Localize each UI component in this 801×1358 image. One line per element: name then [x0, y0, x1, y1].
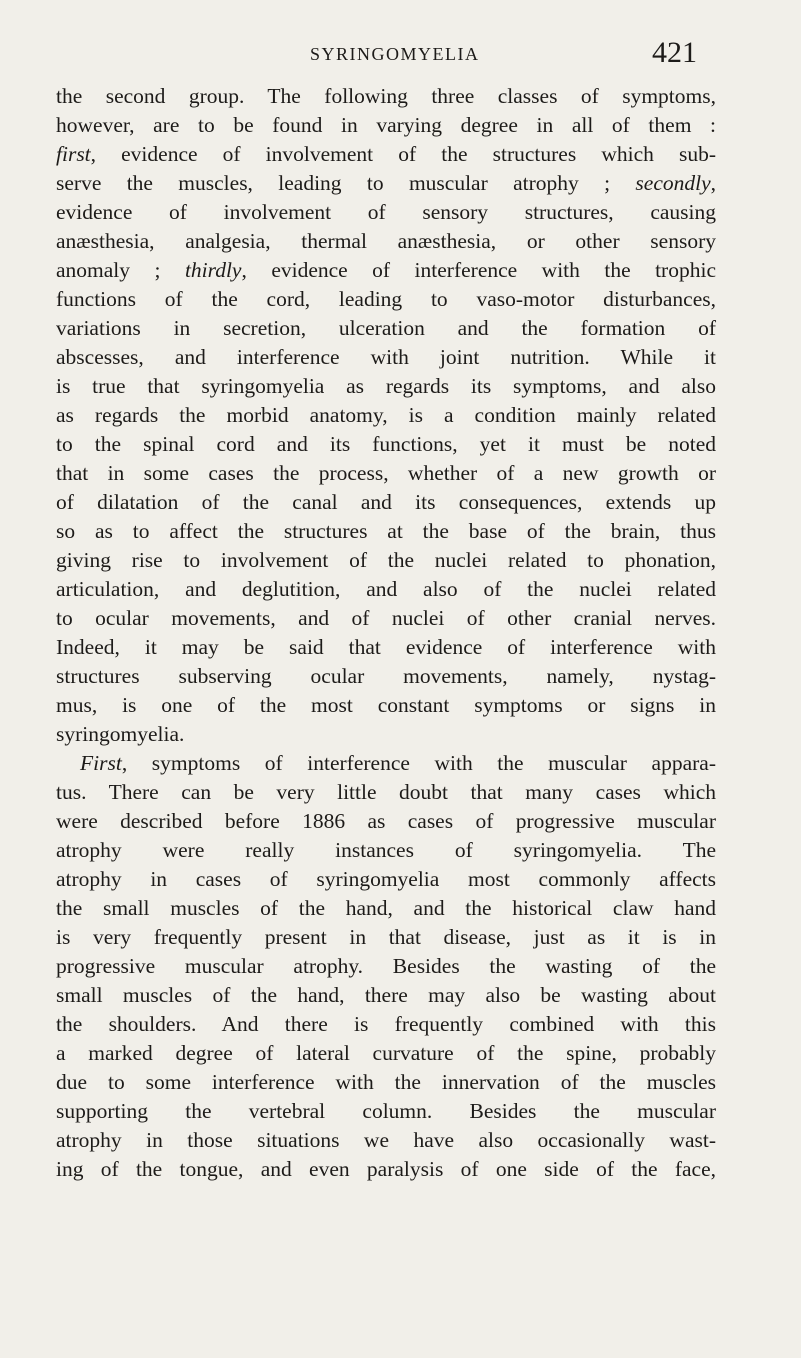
text-line: mus, is one of the most constant symptoms or signs in	[56, 693, 716, 717]
text-line: to ocular movements, and of nuclei of other cranial nerves.	[56, 606, 716, 630]
paragraph	[56, 82, 716, 749]
text-line: progressive muscular atrophy. Besides the wasting of the	[56, 954, 716, 978]
text-line: is true that syringomyelia as regards its symptoms, and also	[56, 374, 716, 398]
text-line: structures subserving ocular movements, namely, nystag-	[56, 664, 716, 688]
text-line: atrophy in those situations we have also occasionally wast-	[56, 1128, 716, 1152]
text-line: ing of the tongue, and even paralysis of one side of the face,	[56, 1157, 716, 1181]
text-line: first, evidence of involvement of the structures which sub-	[56, 142, 716, 166]
text-line: atrophy were really instances of syringomyelia. The	[56, 838, 716, 862]
italic-word: secondly	[635, 171, 711, 195]
text-line: atrophy in cases of syringomyelia most commonly affects	[56, 867, 716, 891]
italic-word: thirdly	[184, 258, 242, 282]
text-line: syringomyelia.	[56, 722, 185, 746]
text-line: however, are to be found in varying degree in all of them :	[56, 113, 716, 137]
text-line: a marked degree of lateral curvature of the spine, probably	[56, 1041, 716, 1065]
text-line: the second group. The following three classes of symptoms,	[56, 84, 716, 108]
text-line: supporting the vertebral column. Besides the muscular	[56, 1099, 716, 1123]
text-line: giving rise to involvement of the nuclei related to phonation,	[56, 548, 716, 572]
text-line: the small muscles of the hand, and the historical claw hand	[56, 896, 716, 920]
page-number: 421	[652, 36, 697, 69]
text-line: evidence of involvement of sensory structures, causing	[56, 200, 716, 224]
text-line: articulation, and deglutition, and also of the nuclei related	[56, 577, 716, 601]
italic-word: first	[56, 142, 91, 166]
text-line: of dilatation of the canal and its consequences, extends up	[56, 490, 716, 514]
text-line: the shoulders. And there is frequently combined with this	[56, 1012, 716, 1036]
paragraph	[56, 749, 716, 1184]
text-line: serve the muscles, leading to muscular atrophy ; secondly,	[56, 171, 716, 195]
text-line: Indeed, it may be said that evidence of interference with	[56, 635, 716, 659]
text-line: small muscles of the hand, there may also be wasting about	[56, 983, 716, 1007]
text-line: abscesses, and interference with joint nutrition. While it	[56, 345, 716, 369]
running-title: SYRINGOMYELIA	[310, 44, 480, 64]
text-line: tus. There can be very little doubt that many cases which	[56, 780, 716, 804]
text-line: to the spinal cord and its functions, yet it must be noted	[56, 432, 716, 456]
text-line: anæsthesia, analgesia, thermal anæsthesia, or other sensory	[56, 229, 716, 253]
text-line: functions of the cord, leading to vaso-motor disturbances,	[56, 287, 716, 311]
body-text	[56, 82, 716, 1184]
text-line: so as to affect the structures at the base of the brain, thus	[56, 519, 716, 543]
text-line: as regards the morbid anatomy, is a condition mainly related	[56, 403, 716, 427]
text-line: is very frequently present in that disease, just as it is in	[56, 925, 716, 949]
text-line: due to some interference with the innervation of the muscles	[56, 1070, 716, 1094]
text-line: anomaly ; thirdly, evidence of interference with the trophic	[56, 258, 716, 282]
text-line: variations in secretion, ulceration and the formation of	[56, 316, 716, 340]
text-line: First, symptoms of interference with the muscular appara-	[80, 751, 716, 775]
italic-word: First	[80, 751, 122, 775]
text-line: were described before 1886 as cases of progressive muscular	[56, 809, 716, 833]
text-line: that in some cases the process, whether of a new growth or	[56, 461, 716, 485]
